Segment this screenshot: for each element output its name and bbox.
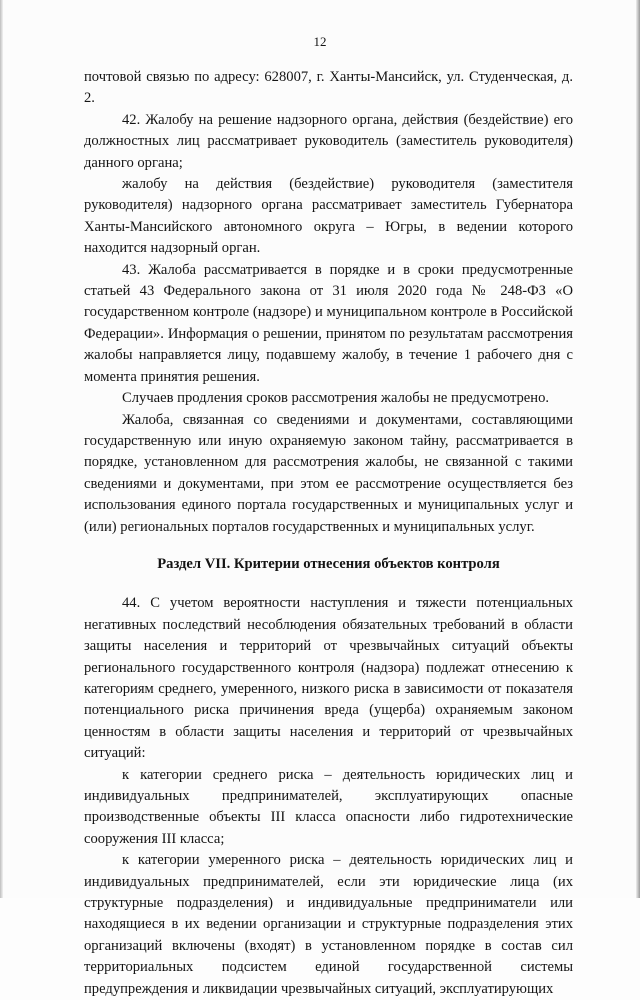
paragraph-43: 43. Жалоба рассматривается в порядке и в сроки предусмотренные статьей 43 Федерального закона от 31 июля 2020 года № 248-ФЗ «О государственном контроле (надзоре) и муниципальном контроле в Российской Федерации». Информация о решении, принятом по результатам рассмотрения жалобы направляется лицу, подавшему жалобу, в течение 1 рабочего дня с момента принятия решения. — [84, 261, 573, 385]
scan-edge-right — [636, 0, 640, 898]
paragraph-42: 42. Жалобу на решение надзорного органа, действия (бездействие) его должностных лиц рассматривает руководитель (заместитель руководителя) данного органа; — [84, 111, 573, 171]
scan-edge-left — [0, 0, 3, 898]
paragraph-42-complaint-deputy-governor: жалобу на действия (бездействие) руководителя (заместителя руководителя) надзорного органа рассматривает заместитель Губернатора Ханты-Мансийского автономного округа – Югры, в ведении которого находится надзорный орган. — [84, 176, 573, 257]
paragraph-classified-complaint: Жалоба, связанная со сведениями и документами, составляющими государственную или иную охраняемую законом тайну, рассматривается в порядке, установленном для рассмотрения жалобы, не связанной с такими сведениями и документами, при этом ее рассмотрение осуществляется без использования единого портала государственных и муниципальных услуг и (или) региональных порталов государственных и муниципальных услуг. — [84, 411, 573, 535]
document-body — [84, 67, 573, 1000]
paragraph-no-extension: Случаев продления сроков рассмотрения жалобы не предусмотрено. — [122, 390, 550, 407]
section-heading: Раздел VII. Критерии отнесения объектов контроля — [157, 555, 500, 572]
paragraph-moderate-risk: к категории умеренного риска – деятельность юридических лиц и индивидуальных предпринимателей, если эти юридические лица (их структурные подразделения) и индивидуальные предприниматели или находящиеся в их ведении организации и структурные подразделения этих организаций включены (входят) в установленном порядке в состав сил территориальных подсистем единой государственной системы предупреждения и ликвидации чрезвычайных ситуаций, эксплуатирующих — [84, 852, 573, 997]
paragraph-44: 44. С учетом вероятности наступления и тяжести потенциальных негативных последствий несоблюдения обязательных требований в области защиты населения и территорий от чрезвычайных ситуаций объекты регионального государственного контроля (надзора) подлежат отнесению к категориям среднего, умеренного, низкого риска в зависимости от показателя потенциального риска причинения вреда (ущерба) охраняемым законом ценностям в области защиты населения и территорий от чрезвычайных ситуаций: — [84, 595, 573, 762]
page-number: 12 — [313, 34, 327, 49]
paragraph-medium-risk: к категории среднего риска – деятельность юридических лиц и индивидуальных предпринимателей, эксплуатирующих опасные производственные объекты III класса опасности либо гидротехнические сооружения III класса; — [84, 766, 573, 847]
paragraph-continuation: почтовой связью по адресу: 628007, г. Ханты-Мансийск, ул. Студенческая, д. 2. — [84, 69, 573, 107]
